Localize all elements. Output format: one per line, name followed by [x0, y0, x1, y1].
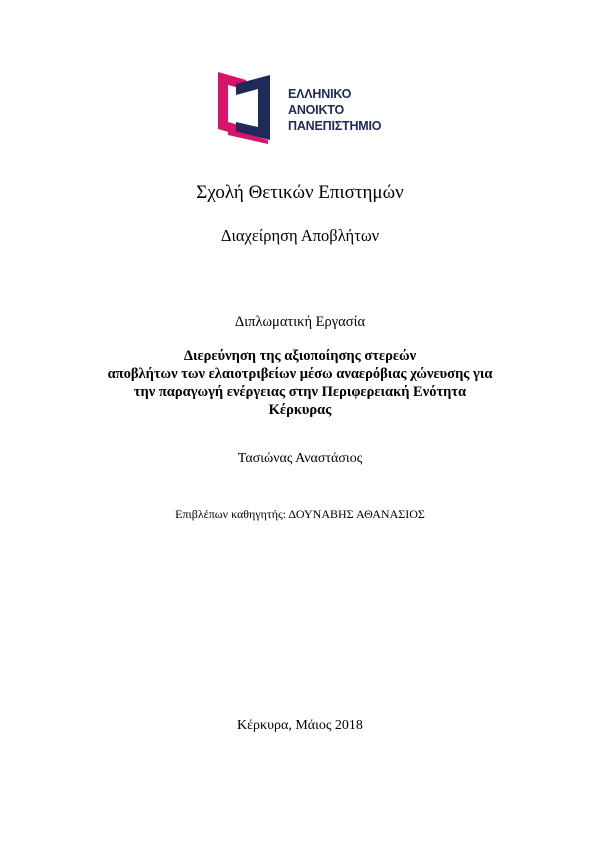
university-logo — [218, 72, 408, 144]
place-date: Κέρκυρα, Μάιος 2018 — [237, 718, 363, 733]
logo-line: ΕΛΛΗΝΙΚΟ — [288, 87, 352, 101]
document-type: Διπλωματική Εργασία — [234, 314, 366, 330]
author-name: Τασιώνας Αναστάσιος — [237, 451, 363, 466]
thesis-title-line: Διερεύνηση της αξιοποίησης στερεών — [183, 348, 417, 364]
logo-line: ΠΑΝΕΠΙΣΤΗΜΙΟ — [288, 119, 382, 133]
thesis-title — [60, 347, 540, 419]
course-name: Διαχείρηση Αποβλήτων — [220, 226, 380, 245]
school-name: Σχολή Θετικών Επιστημών — [196, 182, 404, 203]
logo-line: ΑΝΟΙΚΤΟ — [288, 103, 345, 117]
logo-wordmark — [288, 86, 381, 134]
thesis-title-line: αποβλήτων των ελαιοτριβείων μέσω αναερόβιας χώνευσης για — [107, 366, 493, 382]
thesis-title-line: Κέρκυρας — [268, 402, 332, 418]
thesis-title-line: την παραγωγή ενέργειας στην Περιφερειακή Ενότητα — [133, 384, 467, 400]
supervisor: Επιβλέπων καθηγητής: ΔΟΥΝΑΒΗΣ ΑΘΑΝΑΣΙΟΣ — [175, 507, 425, 521]
eap-logo-mark-icon — [218, 72, 286, 144]
